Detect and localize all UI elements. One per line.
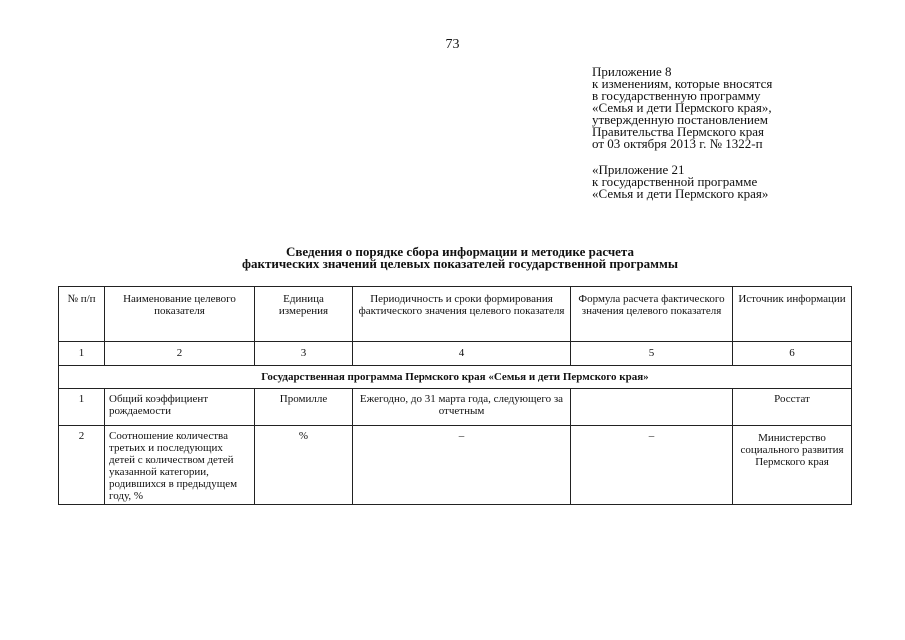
appendix-8-line: от 03 октября 2013 г. № 1322-п (592, 136, 763, 151)
table-header-row (59, 287, 852, 342)
source-cell: Министерство социального развития Пермского края (733, 426, 852, 505)
unit-cell: % (255, 426, 353, 505)
formula-cell: – (571, 426, 733, 505)
column-number: 6 (733, 342, 852, 366)
formula-cell (571, 389, 733, 426)
page-number: 73 (445, 37, 460, 52)
unit-cell: Промилле (255, 389, 353, 426)
header-cell: Наименование целевого показателя (105, 287, 255, 342)
appendix-21-line: «Приложение 21 (592, 162, 685, 177)
appendix-8-line: Приложение 8 (592, 64, 672, 79)
table-row (59, 426, 852, 505)
column-number: 1 (59, 342, 105, 366)
title-line: фактических значений целевых показателей государственной программы (241, 256, 679, 271)
indicator-name: Соотношение количества третьих и последующих детей с количеством детей указанной категории, родившихся в предыдущем году, % (105, 426, 255, 505)
appendix-8-line: «Семья и дети Пермского края», (592, 100, 772, 115)
appendix-8-line: к изменениям, которые вносятся (592, 76, 773, 91)
column-number-row (59, 342, 852, 366)
column-number: 2 (105, 342, 255, 366)
section-title: Государственная программа Пермского края «Семья и дети Пермского края» (59, 366, 852, 389)
appendix-21-line: к государственной программе (592, 174, 758, 189)
header-cell: № п/п (59, 287, 105, 342)
document-title (0, 246, 905, 270)
source-cell: Росстат (733, 389, 852, 426)
column-number: 3 (255, 342, 353, 366)
section-row (59, 366, 852, 389)
appendix-8-line: Правительства Пермского края (592, 124, 764, 139)
appendix-8-line: в государственную программу (592, 88, 761, 103)
row-number: 2 (59, 426, 105, 505)
column-number: 5 (571, 342, 733, 366)
header-cell: Источник информации (733, 287, 852, 342)
appendix-8-line: утвержденную постановлением (592, 112, 769, 127)
appendix-block (592, 66, 772, 200)
indicators-table (58, 286, 852, 505)
header-cell: Периодичность и сроки формирования фактического значения целевого показателя (353, 287, 571, 342)
period-cell: Ежегодно, до 31 марта года, следующего за отчетным (353, 389, 571, 426)
column-number: 4 (353, 342, 571, 366)
indicator-name: Общий коэффициент рождаемости (105, 389, 255, 426)
appendix-21-line: «Семья и дети Пермского края» (592, 186, 769, 201)
header-cell: Единица измерения (255, 287, 353, 342)
header-cell: Формула расчета фактического значения целевого показателя (571, 287, 733, 342)
period-cell: – (353, 426, 571, 505)
row-number: 1 (59, 389, 105, 426)
title-line: Сведения о порядке сбора информации и методике расчета (286, 244, 634, 259)
table-row (59, 389, 852, 426)
